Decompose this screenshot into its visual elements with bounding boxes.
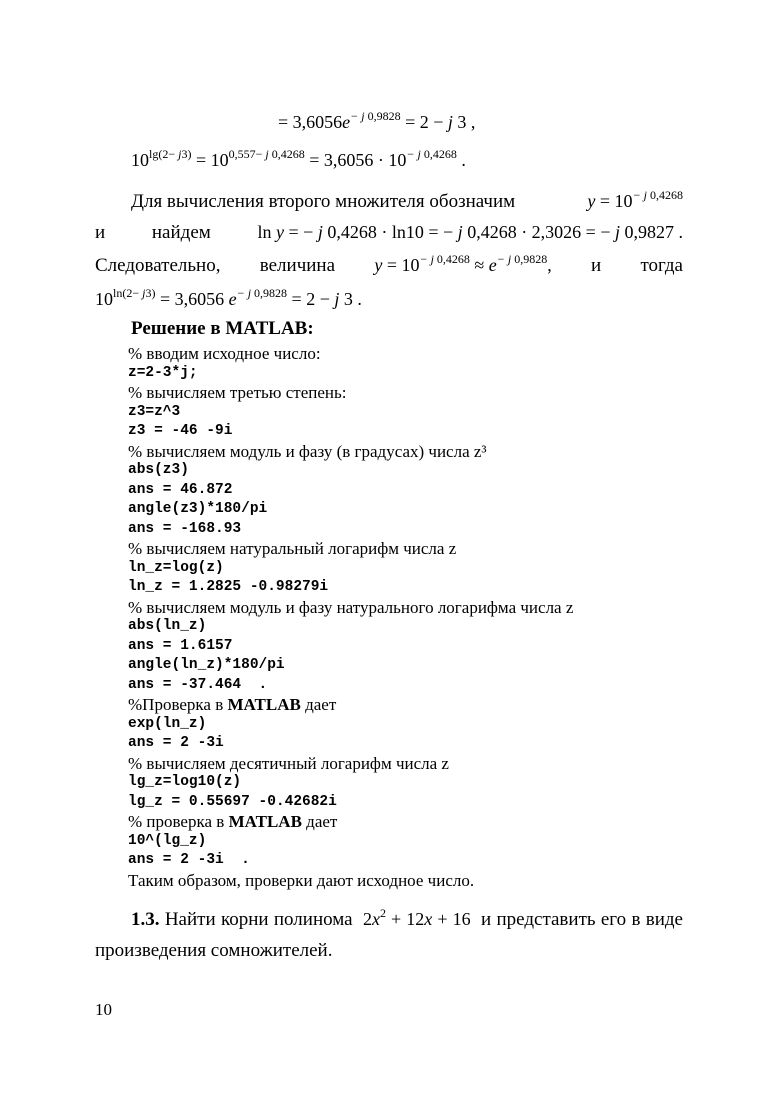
math-expression: $y = 10^{- j 0,4268} \approx e^{- j 0,9828}$, xyxy=(374,252,552,275)
page-number: 10 xyxy=(95,1000,112,1019)
paragraph-line-2 xyxy=(95,222,683,244)
code-line: ans = 2 -3i . xyxy=(128,852,250,868)
formula-line-2: $10^{lg(2- j3)} = 10^{0,557- j 0,4268} = 3,6056 \cdot 10^{- j 0,4268}$ . xyxy=(131,147,466,170)
matlab-listing xyxy=(128,344,688,890)
paragraph-text: Для вычисления второго множителя обозначим xyxy=(131,191,516,212)
paragraph-text: тогда xyxy=(640,255,683,276)
code-line: z3 = -46 -9i xyxy=(128,423,233,439)
paragraph-line-1 xyxy=(131,188,683,213)
math-expression: $y = 10^{- j 0,4268}$ xyxy=(587,188,683,211)
paragraph-text: Следовательно, xyxy=(95,255,221,276)
code-line: abs(z3) xyxy=(128,462,189,478)
comment-line: % вычисляем натуральный логарифм числа z xyxy=(128,539,457,558)
polynomial: $2x^2 + 12x + 16$ xyxy=(357,906,476,929)
comment-line: % вычисляем модуль и фазу (в градусах) числа z³ xyxy=(128,441,487,461)
comment-line: % вычисляем модуль и фазу натурального логарифма числа z xyxy=(128,597,574,617)
comment-text: дает xyxy=(300,695,337,714)
comment-line: % вычисляем третью степень: xyxy=(128,383,347,402)
paragraph-text: и xyxy=(95,222,106,243)
comment-text: % проверка в xyxy=(128,812,229,831)
comment-bold: MATLAB xyxy=(227,695,301,714)
comment-text: %Проверка в xyxy=(128,695,228,714)
comment-line: % вводим исходное число: xyxy=(128,344,321,363)
code-line: exp(ln_z) xyxy=(128,715,207,732)
code-line: ln_z=log(z) xyxy=(128,559,224,576)
code-line: ans = 46.872 xyxy=(128,481,233,498)
code-line: abs(ln_z) xyxy=(128,618,207,634)
code-line: ans = 2 -3i xyxy=(128,735,224,751)
paragraph-line-4: $10^{ln(2- j3)} = 3,6056$ $e^{- j 0,9828} = 2 - j$ 3 . xyxy=(95,286,362,309)
task-text: и представить его в виде произведения сомножителей. xyxy=(95,909,683,961)
paragraph-text: величина xyxy=(259,255,336,276)
code-line: z3=z^3 xyxy=(128,403,181,420)
code-line: angle(z3)*180/pi xyxy=(128,501,268,517)
task-text: Найти корни полинома xyxy=(164,909,353,930)
code-line: ln_z = 1.2825 -0.98279i xyxy=(128,579,329,595)
comment-line: % вычисляем десятичный логарифм числа z xyxy=(128,753,449,773)
paragraph-line-3 xyxy=(95,252,683,277)
comment-bold: MATLAB xyxy=(228,812,302,831)
code-line: angle(ln_z)*180/pi xyxy=(128,657,285,673)
task-1-3 xyxy=(95,905,683,965)
code-line: lg_z=log10(z) xyxy=(128,774,242,790)
comment-text: дает xyxy=(301,812,338,831)
code-line: ans = -37.464 . xyxy=(128,676,268,693)
code-line: z=2-3*j; xyxy=(128,364,198,381)
comment-line xyxy=(128,812,688,832)
paragraph-text: найдем xyxy=(151,222,211,243)
comment-line: Таким образом, проверки дают исходное число. xyxy=(128,870,475,890)
code-line: ans = -168.93 xyxy=(128,520,242,537)
code-line: 10^(lg_z) xyxy=(128,832,207,849)
code-line: lg_z = 0.55697 -0.42682i xyxy=(128,793,337,810)
math-expression: ln y = − j 0,4268 · ln10 = − j 0,4268 · 2,3026 = − j 0,9827 . xyxy=(257,222,683,242)
task-number: 1.3. xyxy=(131,909,160,930)
section-heading: Решение в MATLAB: xyxy=(131,318,314,339)
comment-line xyxy=(128,695,688,715)
code-line: ans = 1.6157 xyxy=(128,637,233,654)
paragraph-text: и xyxy=(591,255,602,276)
formula-line-1: = $3,6056e^{- j 0,9828} = 2 - j$ 3 , xyxy=(278,109,476,132)
